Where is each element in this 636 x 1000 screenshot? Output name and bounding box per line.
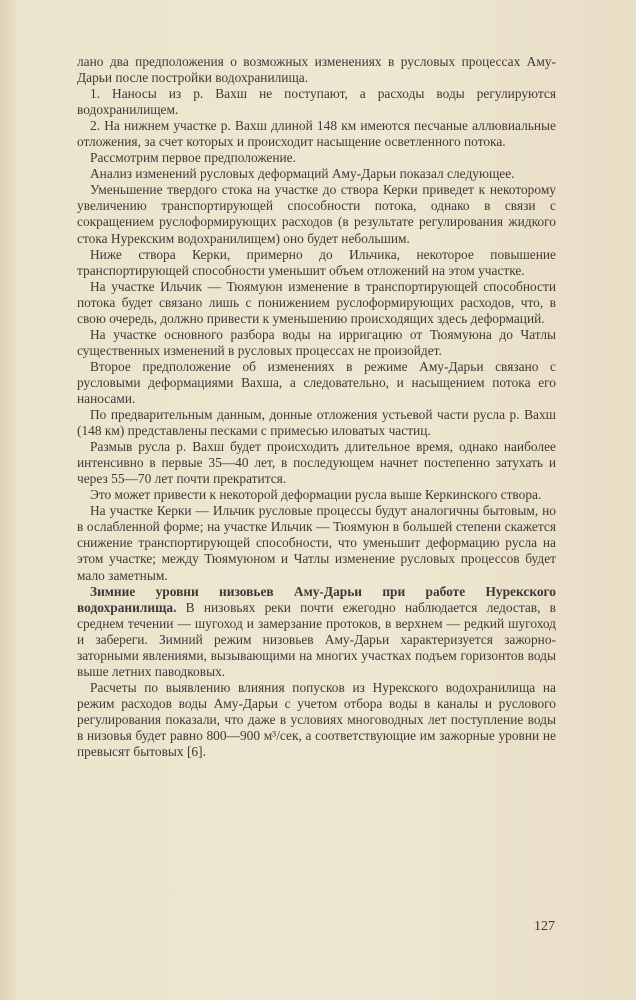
paragraph-5: Анализ изменений русловых деформаций Аму-Дарьи показал следующее. (90, 166, 515, 182)
paragraph-6: Уменьшение твердого стока на участке до створа Керки приведет к некоторому увеличению транспортирующей способности потока, однако в связи с сокращением руслоформирующих расходов (в результате регулирования жидкого стока Нурекским водохранилищем) оно будет небольшим. (77, 182, 556, 246)
page-body (77, 54, 556, 760)
paragraph-13: Это может привести к некоторой деформации русла выше Керкинского створа. (90, 487, 542, 503)
paragraph-3: 2. На нижнем участке р. Вахш длиной 148 км имеются песчаные аллювиальные отложения, за счет которых и происходит насыщение осветленного потока. (77, 118, 556, 150)
paragraph-4: Рассмотрим первое предположение. (90, 150, 296, 166)
paragraph-7: Ниже створа Керки, примерно до Ильчика, некоторое повышение транспортирующей способности уменьшит объем отложений на этом участке. (77, 246, 556, 278)
section-text: В низовьях реки почти ежегодно наблюдается ледостав, в среднем течении — шугоход и замерзание протоков, в верхнем — редкий шугоход и забереги. Зимний режим низовьев Аму-Дарьи характеризуется зажорно-заторными явлениями, вызывающими на многих участках подъем горизонтов воды выше летних паводковых. (77, 599, 556, 679)
paragraph-9: На участке основного разбора воды на ирригацию от Тюямуюна до Чатлы существенных изменений в русловых процессах не произойдет. (77, 326, 556, 358)
paragraph-11: По предварительным данным, донные отложения устьевой части русла р. Вахш (148 км) представлены песками с примесью иловатых частиц. (77, 407, 556, 439)
paragraph-16: Расчеты по выявлению влияния попусков из Нурекского водохранилища на режим расходов воды Аму-Дарьи с учетом отбора воды в каналы и руслового регулирования показали, что даже в условиях многоводных лет поступление воды в низовья будет равно 800—900 м³/сек, а соответствующие им зажорные уровни не превысят бытовых [6]. (77, 679, 556, 760)
paragraph-15 (77, 584, 556, 680)
paragraph-2: 1. Наносы из р. Вахш не поступают, а расходы воды регулируются водохранилищем. (77, 86, 556, 118)
section-heading: Зимние уровни низовьев Аму-Дарьи при работе Нурекского водохранилища. (77, 583, 556, 615)
paragraph-10: Второе предположение об изменениях в режиме Аму-Дарьи связано с русловыми деформациями Вахша, а следовательно, и насыщением потока его наносами. (77, 358, 556, 406)
page-number: 127 (534, 919, 555, 934)
paragraph-8: На участке Ильчик — Тюямуюн изменение в транспортирующей способности потока будет связано лишь с понижением руслоформирующих расходов, что, в свою очередь, должно привести к уменьшению происходящих здесь деформаций. (77, 278, 556, 326)
paragraph-1: лано два предположения о возможных изменениях в русловых процессах Аму-Дарьи после постройки водохранилища. (77, 54, 556, 86)
paragraph-12: Размыв русла р. Вахш будет происходить длительное время, однако наиболее интенсивно в первые 35—40 лет, в последующем начнет постепенно затухать и через 55—70 лет почти прекратится. (77, 439, 556, 487)
paragraph-14: На участке Керки — Ильчик русловые процессы будут аналогичны бытовым, но в ослабленной форме; на участке Ильчик — Тюямуюн в большей степени скажется снижение транспортирующей способности, что уменьшит деформацию русла на этом участке; между Тюямуюном и Чатлы изменение русловых процессов будет мало заметным. (77, 503, 556, 583)
